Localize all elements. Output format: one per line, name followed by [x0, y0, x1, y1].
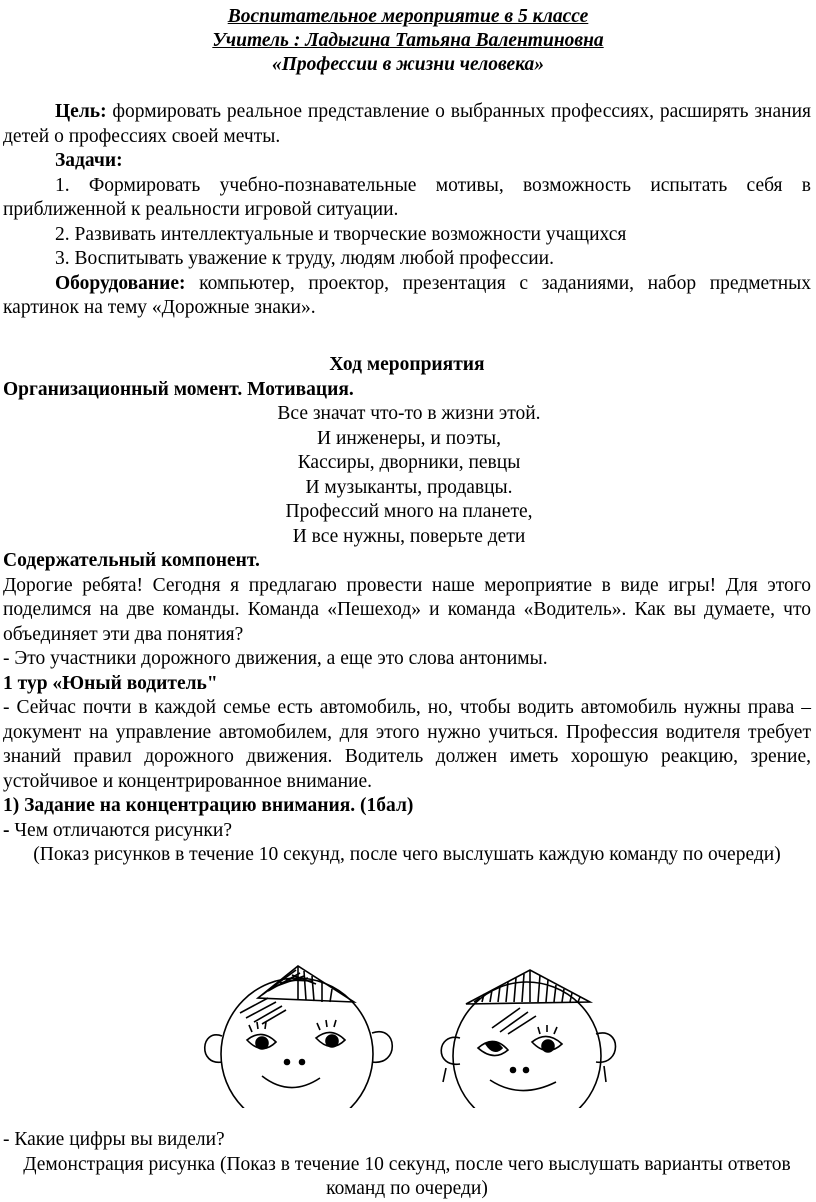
goal-label: Цель: — [55, 101, 107, 122]
poem-line: Профессий много на планете, — [285, 501, 533, 522]
task1-question: Чем отличаются рисунки? — [14, 819, 232, 841]
content-heading: Содержательный компонент. — [3, 550, 260, 571]
course-section — [3, 353, 811, 868]
task-item: 1. Формировать учебно-познавательные мотивы, возможность испытать себя в приближенной к реальности игровой ситуации. — [3, 174, 811, 220]
task-item: 2. Развивать интеллектуальные и творческие возможности учащихся — [55, 223, 627, 245]
intro-paragraph: Дорогие ребята! Сегодня я предлагаю провести наше мероприятие в виде игры! Для этого поделимся на две команды. Команда «Пешеход» и команда «Водитель». Как вы думаете, что объединяет эти два понятия? — [3, 574, 811, 645]
task2-section — [3, 1128, 811, 1202]
task1-heading: 1) Задание на концентрацию внимания. (1бал) — [3, 795, 414, 816]
answer-line: - Это участники дорожного движения, а еще это слова антонимы. — [3, 648, 548, 669]
course-title: Ход мероприятия — [329, 354, 485, 375]
equipment-label: Оборудование: — [55, 272, 186, 294]
poem-line: И все нужны, поверьте дети — [292, 525, 526, 547]
document-header — [0, 5, 816, 77]
task-item: 3. Воспитывать уважение к труду, людям любой профессии. — [55, 248, 554, 269]
poem-line: Все значат что-то в жизни этой. — [277, 403, 541, 424]
round-paragraph: - Сейчас почти в каждой семье есть автомобиль, но, чтобы водить автомобиль нужны права – документ на управление автомобилем, для этого нужно учиться. Профессия водителя требует знаний правил дорожного движения. Водитель должен иметь хорошую реакцию, зрение, устойчивое и концентрированное внимание. — [3, 697, 811, 792]
faces-illustration — [0, 958, 816, 1108]
task2-question: - Какие цифры вы видели? — [3, 1129, 225, 1150]
header-teacher: Учитель : Ладыгина Татьяна Валентиновна — [212, 30, 604, 51]
tasks-label: Задачи: — [55, 150, 123, 171]
poem-line: Кассиры, дворники, певцы — [297, 452, 521, 473]
org-heading: Организационный момент. Мотивация. — [3, 378, 354, 400]
task1-note: (Показ рисунков в течение 10 секунд, после чего выслушать каждую команду по очереди) — [33, 844, 781, 865]
goal-paragraph — [3, 100, 811, 149]
left-face-drawing — [205, 966, 393, 1108]
task1-question-line — [3, 819, 811, 844]
equipment-text: компьютер, проектор, презентация с заданиями, набор предметных картинок на тему «Дорожные знаки». — [3, 272, 811, 318]
goals-section — [3, 100, 811, 321]
task2-note: Демонстрация рисунка (Показ в течение 10 секунд, после чего выслушать варианты ответов команд по очереди) — [23, 1153, 791, 1199]
equipment-paragraph — [3, 272, 811, 321]
goal-text: формировать реальное представление о выбранных профессиях, расширять знания детей о профессиях своей мечты. — [3, 101, 811, 147]
header-event-title: Воспитательное мероприятие в 5 классе — [227, 6, 589, 27]
round-heading: 1 тур «Юный водитель" — [3, 672, 218, 694]
right-face-drawing — [441, 970, 615, 1108]
poem-line: И инженеры, и поэты, — [317, 427, 501, 449]
poem-line: И музыканты, продавцы. — [305, 476, 513, 498]
task1-dash: - — [3, 819, 15, 841]
poem — [3, 402, 811, 549]
header-topic: «Профессии в жизни человека» — [272, 54, 544, 75]
